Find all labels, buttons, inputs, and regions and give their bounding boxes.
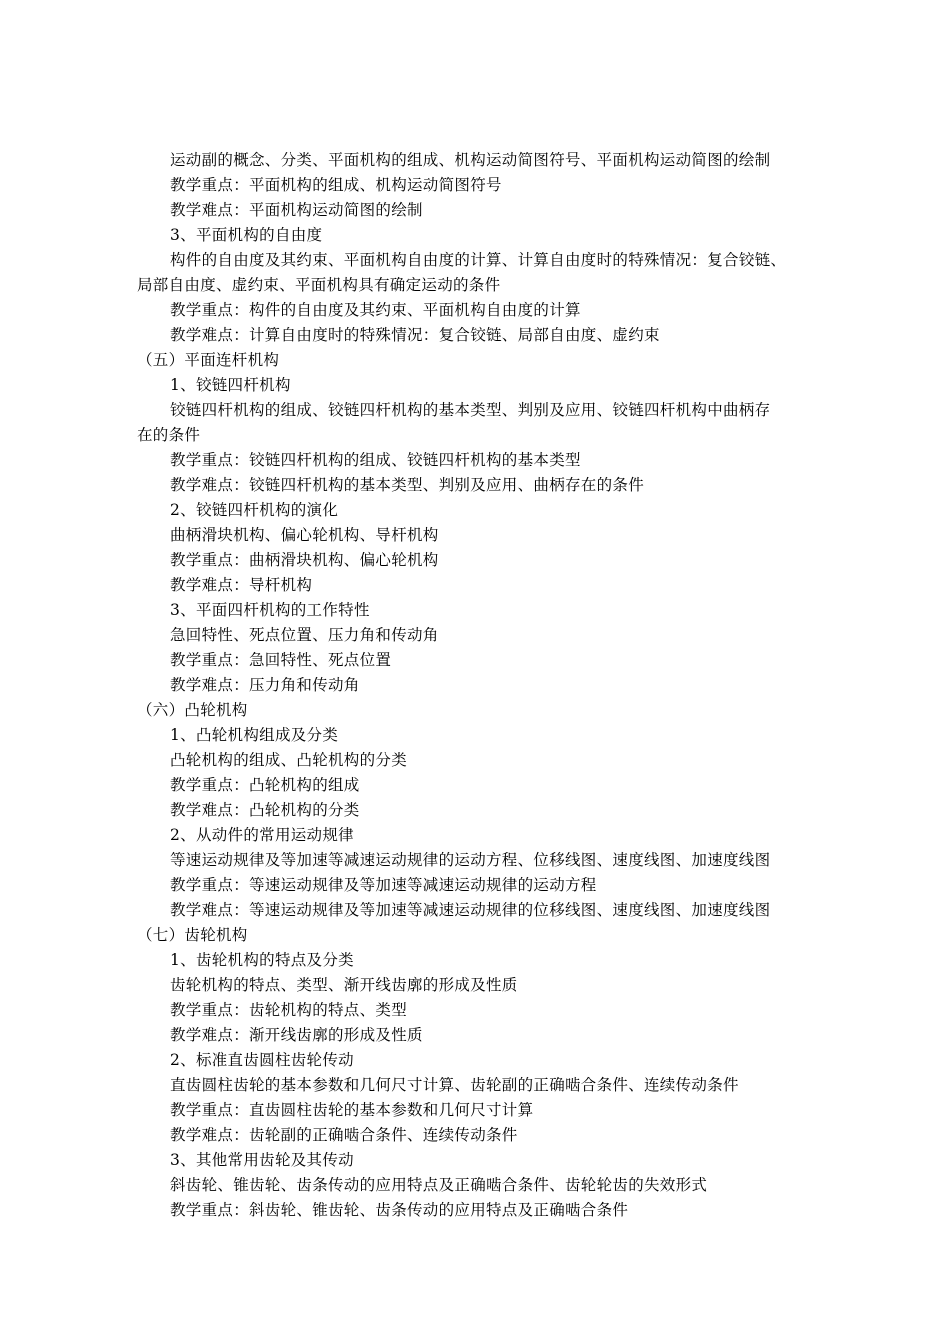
teaching-difficulty: 教学难点：等速运动规律及等加速等减速运动规律的位移线图、速度线图、加速度线图: [170, 901, 771, 919]
section-heading: （五）平面连杆机构: [137, 351, 280, 369]
subsection-heading: 3、平面四杆机构的工作特性: [170, 601, 370, 619]
paragraph-line: 凸轮机构的组成、凸轮机构的分类: [170, 751, 408, 769]
subsection-heading: 3、其他常用齿轮及其传动: [170, 1151, 354, 1169]
teaching-key-point: 教学重点：凸轮机构的组成: [170, 776, 360, 794]
paragraph-line: 直齿圆柱齿轮的基本参数和几何尺寸计算、齿轮副的正确啮合条件、连续传动条件: [170, 1076, 739, 1094]
paragraph-continuation: 在的条件: [137, 426, 201, 444]
teaching-key-point: 教学重点：齿轮机构的特点、类型: [170, 1001, 408, 1019]
paragraph-continuation: 局部自由度、虚约束、平面机构具有确定运动的条件: [137, 276, 501, 294]
paragraph-line: 曲柄滑块机构、偏心轮机构、导杆机构: [170, 526, 439, 544]
teaching-difficulty: 教学难点：渐开线齿廓的形成及性质: [170, 1026, 423, 1044]
teaching-difficulty: 教学难点：压力角和传动角: [170, 676, 360, 694]
section-heading: （七）齿轮机构: [137, 926, 248, 944]
subsection-heading: 2、铰链四杆机构的演化: [170, 501, 339, 519]
teaching-key-point: 教学重点：斜齿轮、锥齿轮、齿条传动的应用特点及正确啮合条件: [170, 1201, 629, 1219]
teaching-difficulty: 教学难点：导杆机构: [170, 576, 313, 594]
teaching-difficulty: 教学难点：平面机构运动简图的绘制: [170, 201, 423, 219]
teaching-key-point: 教学重点：等速运动规律及等加速等减速运动规律的运动方程: [170, 876, 597, 894]
teaching-difficulty: 教学难点：齿轮副的正确啮合条件、连续传动条件: [170, 1126, 518, 1144]
teaching-key-point: 教学重点：曲柄滑块机构、偏心轮机构: [170, 551, 439, 569]
paragraph-line: 运动副的概念、分类、平面机构的组成、机构运动简图符号、平面机构运动简图的绘制: [170, 151, 771, 169]
document-page: [0, 148, 950, 1223]
subsection-heading: 3、平面机构的自由度: [170, 226, 323, 244]
teaching-difficulty: 教学难点：铰链四杆机构的基本类型、判别及应用、曲柄存在的条件: [170, 476, 645, 494]
paragraph-line: 构件的自由度及其约束、平面机构自由度的计算、计算自由度时的特殊情况：复合铰链、: [170, 251, 787, 269]
teaching-key-point: 教学重点：直齿圆柱齿轮的基本参数和几何尺寸计算: [170, 1101, 534, 1119]
subsection-heading: 2、标准直齿圆柱齿轮传动: [170, 1051, 354, 1069]
teaching-key-point: 教学重点：平面机构的组成、机构运动简图符号: [170, 176, 502, 194]
section-heading: （六）凸轮机构: [137, 701, 248, 719]
teaching-difficulty: 教学难点：凸轮机构的分类: [170, 801, 360, 819]
paragraph-line: 齿轮机构的特点、类型、渐开线齿廓的形成及性质: [170, 976, 518, 994]
teaching-key-point: 教学重点：铰链四杆机构的组成、铰链四杆机构的基本类型: [170, 451, 581, 469]
subsection-heading: 1、齿轮机构的特点及分类: [170, 951, 354, 969]
subsection-heading: 1、凸轮机构组成及分类: [170, 726, 339, 744]
paragraph-line: 等速运动规律及等加速等减速运动规律的运动方程、位移线图、速度线图、加速度线图: [170, 851, 771, 869]
paragraph-line: 铰链四杆机构的组成、铰链四杆机构的基本类型、判别及应用、铰链四杆机构中曲柄存: [170, 401, 771, 419]
teaching-key-point: 教学重点：构件的自由度及其约束、平面机构自由度的计算: [170, 301, 581, 319]
subsection-heading: 2、从动件的常用运动规律: [170, 826, 354, 844]
paragraph-line: 斜齿轮、锥齿轮、齿条传动的应用特点及正确啮合条件、齿轮轮齿的失效形式: [170, 1176, 708, 1194]
teaching-key-point: 教学重点：急回特性、死点位置: [170, 651, 392, 669]
teaching-difficulty: 教学难点：计算自由度时的特殊情况：复合铰链、局部自由度、虚约束: [170, 326, 660, 344]
paragraph-line: 急回特性、死点位置、压力角和传动角: [170, 626, 439, 644]
subsection-heading: 1、铰链四杆机构: [170, 376, 291, 394]
